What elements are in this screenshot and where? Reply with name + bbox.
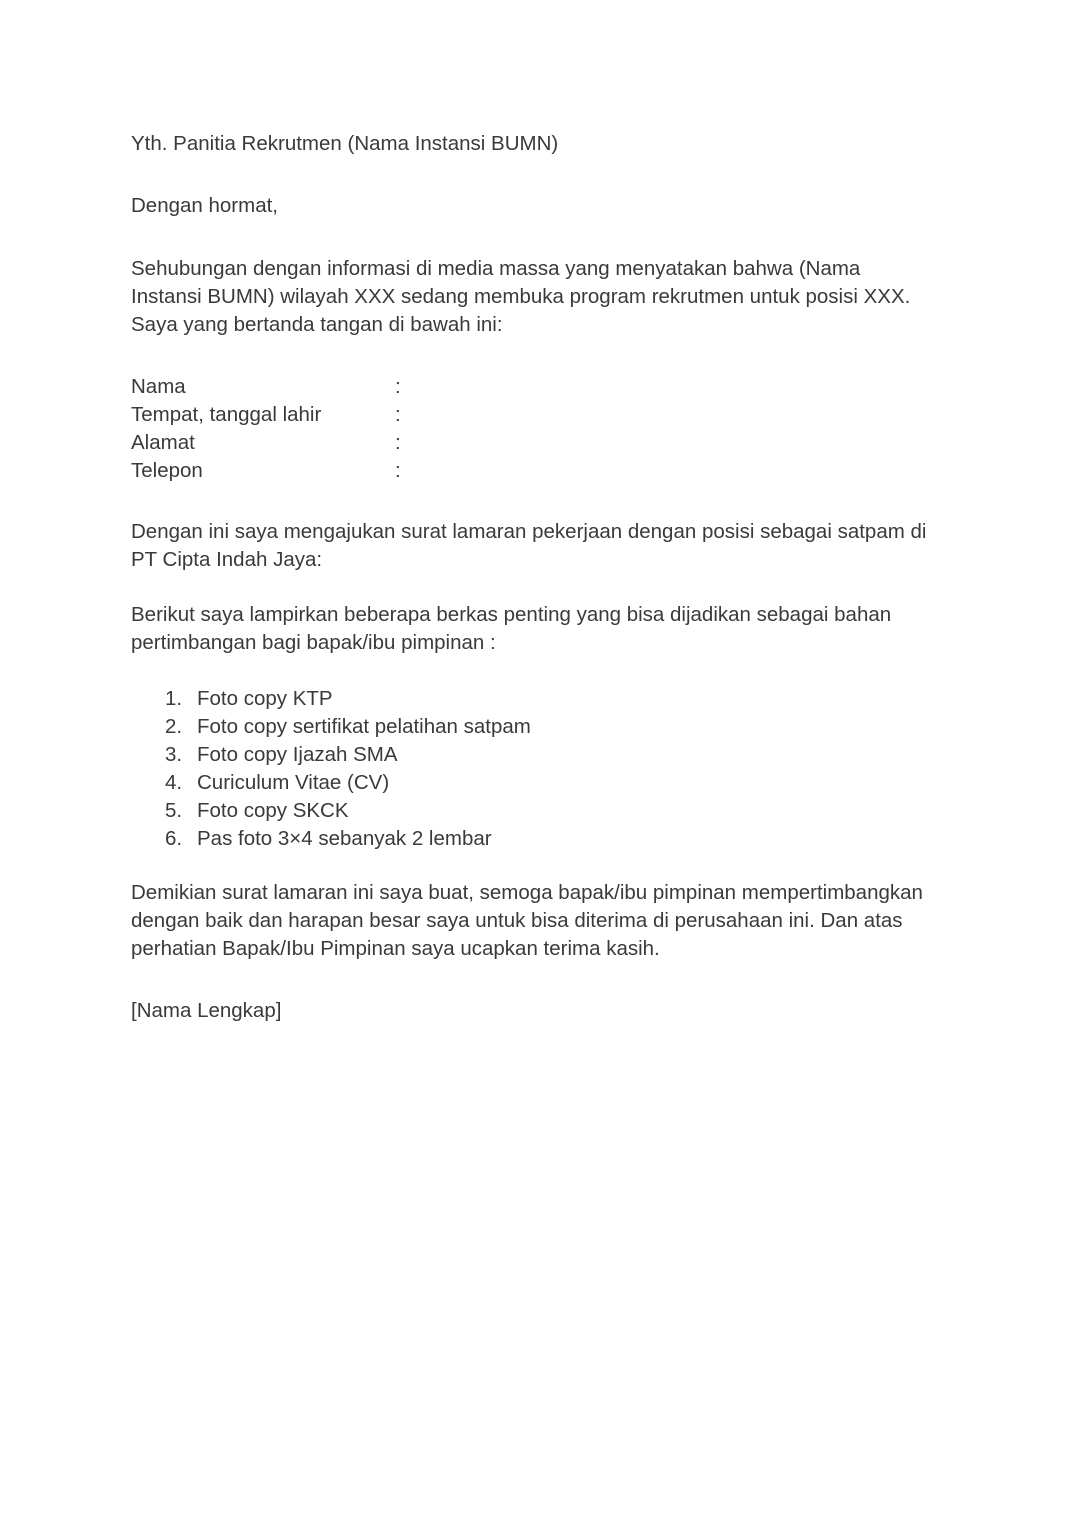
- attachments-intro-line: pertimbangan bagi bapak/ibu pimpinan :: [131, 631, 496, 654]
- attachment-number: 2.: [165, 715, 183, 738]
- field-colon: :: [395, 459, 401, 482]
- attachment-number: 1.: [165, 687, 183, 710]
- attachment-text: Foto copy SKCK: [197, 799, 349, 822]
- recipient-text: Yth. Panitia Rekrutmen (Nama Instansi BUMN): [131, 132, 559, 155]
- attachments-intro-paragraph: [131, 601, 961, 657]
- attachment-number: 5.: [165, 799, 183, 822]
- attachment-number: 3.: [165, 743, 183, 766]
- salutation-text: Dengan hormat,: [131, 194, 279, 217]
- attachment-text: Foto copy KTP: [197, 687, 333, 710]
- field-label: Tempat, tanggal lahir: [131, 403, 322, 426]
- attachment-text: Curiculum Vitae (CV): [197, 771, 390, 794]
- field-label: Nama: [131, 375, 186, 398]
- signature-block: [131, 997, 961, 1025]
- closing-line: Demikian surat lamaran ini saya buat, semoga bapak/ibu pimpinan mempertimbangkan: [131, 881, 923, 904]
- field-label: Telepon: [131, 459, 203, 482]
- intro-line: Instansi BUMN) wilayah XXX sedang membuka program rekrutmen untuk posisi XXX.: [131, 285, 911, 308]
- intro-paragraph: [131, 255, 961, 339]
- field-colon: :: [395, 375, 401, 398]
- signature-name: [Nama Lengkap]: [131, 999, 282, 1022]
- application-paragraph: [131, 518, 961, 574]
- application-line: PT Cipta Indah Jaya:: [131, 548, 323, 571]
- field-label: Alamat: [131, 431, 195, 454]
- attachment-text: Foto copy sertifikat pelatihan satpam: [197, 715, 531, 738]
- attachment-number: 6.: [165, 827, 183, 850]
- application-line: Dengan ini saya mengajukan surat lamaran pekerjaan dengan posisi sebagai satpam di: [131, 520, 927, 543]
- field-colon: :: [395, 431, 401, 454]
- attachment-text: Pas foto 3×4 sebanyak 2 lembar: [197, 827, 492, 850]
- intro-line: Sehubungan dengan informasi di media massa yang menyatakan bahwa (Nama: [131, 257, 861, 280]
- field-row-tempat-tanggal-lahir: [131, 401, 961, 429]
- recipient-line: [131, 130, 961, 158]
- field-colon: :: [395, 403, 401, 426]
- field-row-telepon: [131, 457, 961, 485]
- closing-line: dengan baik dan harapan besar saya untuk bisa diterima di perusahaan ini. Dan atas: [131, 909, 903, 932]
- salutation-line: [131, 192, 961, 220]
- attachment-number: 4.: [165, 771, 183, 794]
- attachment-text: Foto copy Ijazah SMA: [197, 743, 398, 766]
- intro-line: Saya yang bertanda tangan di bawah ini:: [131, 313, 503, 336]
- closing-paragraph: [131, 879, 961, 963]
- attachments-intro-line: Berikut saya lampirkan beberapa berkas penting yang bisa dijadikan sebagai bahan: [131, 603, 892, 626]
- applicant-fields: [131, 373, 961, 485]
- closing-line: perhatian Bapak/Ibu Pimpinan saya ucapkan terima kasih.: [131, 937, 660, 960]
- field-row-alamat: [131, 429, 961, 457]
- field-row-nama: [131, 373, 961, 401]
